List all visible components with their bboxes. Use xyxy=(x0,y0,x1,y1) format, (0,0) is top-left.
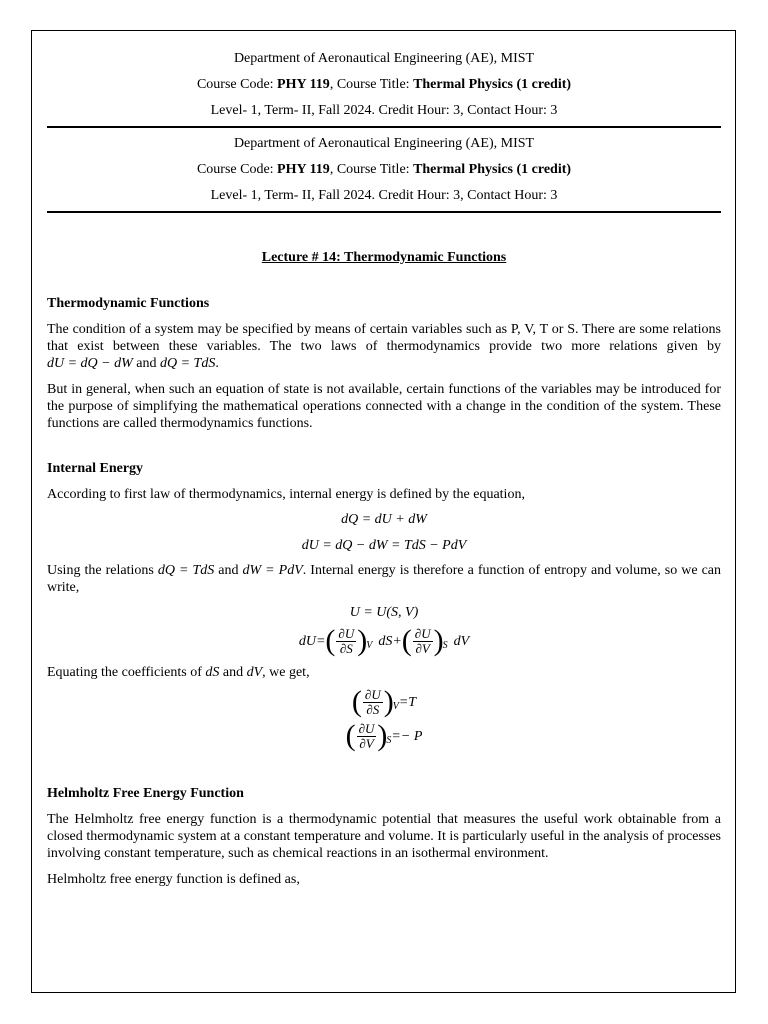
inline-equation: dQ = TdS xyxy=(160,356,216,371)
equation-term: dU= xyxy=(298,633,326,649)
equation: dQ = dU + dW xyxy=(341,512,427,527)
header-block xyxy=(47,48,721,128)
paragraph: The condition of a system may be specified by means of certain variables such as P, V, T or S. There are some relations that exist between these variables. The two laws of thermodynamics provide two more relations given by dU = dQ − dW and dQ = TdS. xyxy=(47,322,721,371)
department-line: Department of Aeronautical Engineering (AE), MIST xyxy=(233,136,535,151)
course-code: PHY 119 xyxy=(277,162,330,177)
partial-derivative: $\frac{\partial U}{\partial V}$ xyxy=(358,720,375,751)
course-title: Thermal Physics (1 credit) xyxy=(413,77,572,92)
partial-derivative: $\frac{\partial U}{\partial V}$ xyxy=(414,625,431,656)
inline-equation: dQ = TdS xyxy=(157,563,215,578)
level-line: Level- 1, Term- II, Fall 2024. Credit Hour: 3, Contact Hour: 3 xyxy=(210,103,558,118)
course-line: Course Code: PHY 119, Course Title: Thermal Physics (1 credit) xyxy=(196,162,572,177)
course-title: Thermal Physics (1 credit) xyxy=(413,162,572,177)
paragraph: But in general, when such an equation of state is not available, certain functions of the variables may be introduced for the purpose of simplifying the mathematical operations connected with a change in the condition of the system. These functions are called thermodynamics functions. xyxy=(47,382,721,431)
equation: dU = dQ − dW = TdS − PdV xyxy=(301,538,467,553)
course-code: PHY 119 xyxy=(277,77,330,92)
paragraph: Helmholtz free energy function is defined as, xyxy=(47,872,300,887)
paragraph: The Helmholtz free energy function is a thermodynamic potential that measures the useful work obtainable from a closed thermodynamic system at a constant temperature and volume. It is particularly useful in the analysis of processes involving constant temperature, such as chemical reactions in an isothermal environment. xyxy=(47,812,721,861)
equation-total-differential: dU= ( $\frac{\partial U}{\partial S}$ ) V dS+ ( $\frac{\partial U}{\partial V}$ ) S dV xyxy=(298,624,470,657)
header-divider xyxy=(47,126,721,128)
inline-equation: dU = dQ − dW xyxy=(47,356,133,371)
equation-partial-T: ( $\frac{\partial U}{\partial S}$ ) V =T xyxy=(351,685,417,718)
paragraph: According to first law of thermodynamics, internal energy is defined by the equation, xyxy=(47,487,525,502)
partial-derivative: $\frac{\partial U}{\partial S}$ xyxy=(364,686,381,717)
course-line: Course Code: PHY 119, Course Title: Thermal Physics (1 credit) xyxy=(196,77,572,92)
header-divider xyxy=(47,211,721,213)
section-title-thermodynamic-functions: Thermodynamic Functions xyxy=(47,296,210,311)
paragraph: Using the relations dQ = TdS and dW = PdV. Internal energy is therefore a function of entropy and volume, so we can write, xyxy=(47,563,721,595)
document-content xyxy=(47,48,721,888)
section-title-helmholtz: Helmholtz Free Energy Function xyxy=(47,786,244,801)
partial-derivative: $\frac{\partial U}{\partial S}$ xyxy=(338,625,355,656)
paragraph: Equating the coefficients of dS and dV, we get, xyxy=(47,665,310,680)
department-line: Department of Aeronautical Engineering (AE), MIST xyxy=(233,51,535,66)
lecture-title: Lecture # 14: Thermodynamic Functions xyxy=(261,250,507,265)
equation: U = U(S, V) xyxy=(349,605,419,620)
section-title-internal-energy: Internal Energy xyxy=(47,461,144,476)
header-block xyxy=(47,133,721,213)
inline-equation: dW = PdV xyxy=(242,563,303,578)
level-line: Level- 1, Term- II, Fall 2024. Credit Hour: 3, Contact Hour: 3 xyxy=(210,188,558,203)
equation-partial-P: ( $\frac{\partial U}{\partial V}$ ) S =− P xyxy=(345,719,423,752)
